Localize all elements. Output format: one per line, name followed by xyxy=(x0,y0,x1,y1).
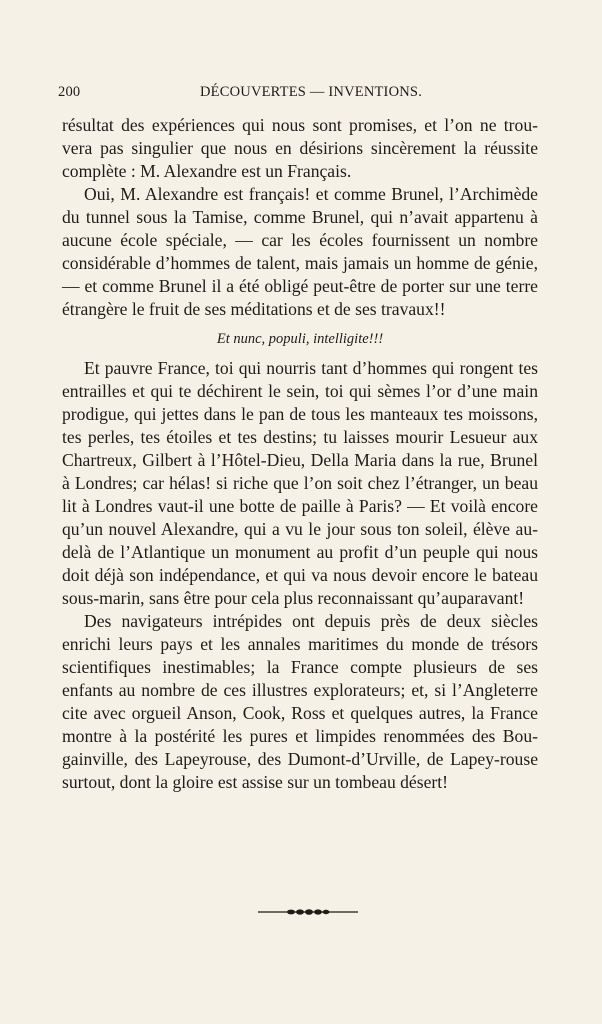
paragraph-navigators: Des navigateurs intrépides ont depuis près de deux siècles enrichi leurs pays et les annales maritimes du monde de trésors scientifiques inestimables; la France compte plusieurs de ses enfants au nombre de ces illustres explorateurs; et, si l’Angleterre cite avec orgueil Anson, Cook, Ross et quelques autres, la France montre à la postérité les pures et limpides renommées des Bou-gainville, des Lapeyrouse, des Dumont-d’Urville, de Lapey-rouse surtout, dont la gloire est assise sur un tombeau désert! xyxy=(62,611,538,792)
paragraph-alexandre: Oui, M. Alexandre est français! et comme Brunel, l’Archimède du tunnel sous la Tamise, comme Brunel, qui n’avait appartenu à aucune école spéciale, — car les écoles fournissent un nombre considérable d’hommes de talent, mais jamais un homme de génie, — et comme Brunel il a été obligé peut-être de porter sur une terre étrangère le fruit de ses méditations et de ses travaux!! xyxy=(62,184,538,319)
decorative-rule-ornament-icon xyxy=(258,903,358,911)
page-text xyxy=(62,114,538,794)
running-head: DÉCOUVERTES — INVENTIONS. xyxy=(200,84,423,100)
latin-motto: Et nunc, populi, intelligite!!! xyxy=(216,331,384,347)
paragraph-france: Et pauvre France, toi qui nourris tant d’hommes qui rongent tes entrailles et qui te déchirent le sein, toi qui sèmes l’or d’une main prodigue, qui jettes dans le pan de tous les manteaux tes moissons, tes perles, tes étoiles et tes destins; tu laisses mourir Lesueur aux Chartreux, Gilbert à l’Hôtel-Dieu, Della Maria dans la rue, Brunel à Londres; car hélas! si riche que l’on soit chez l’étranger, un beau lit à Londres vaut-il une botte de paille à Paris? — Et voilà encore qu’un nouvel Alexandre, qui a vu le jour sous ton soleil, élève au-delà de l’Atlantique un monument au profit d’un peuple qui nous doit déjà son indépendance, et qui va nous devoir encore le bateau sous-marin, sans être pour cela plus reconnaissant qu’auparavant! xyxy=(62,358,538,608)
page-number: 200 xyxy=(58,84,81,100)
paragraph-continuation: résultat des expériences qui nous sont promises, et l’on ne trou-vera pas singulier que nous en désirions sincèrement la réussite complète : M. Alexandre est un Français. xyxy=(62,115,538,181)
ornament-svg xyxy=(258,908,358,916)
page-header xyxy=(58,84,548,104)
